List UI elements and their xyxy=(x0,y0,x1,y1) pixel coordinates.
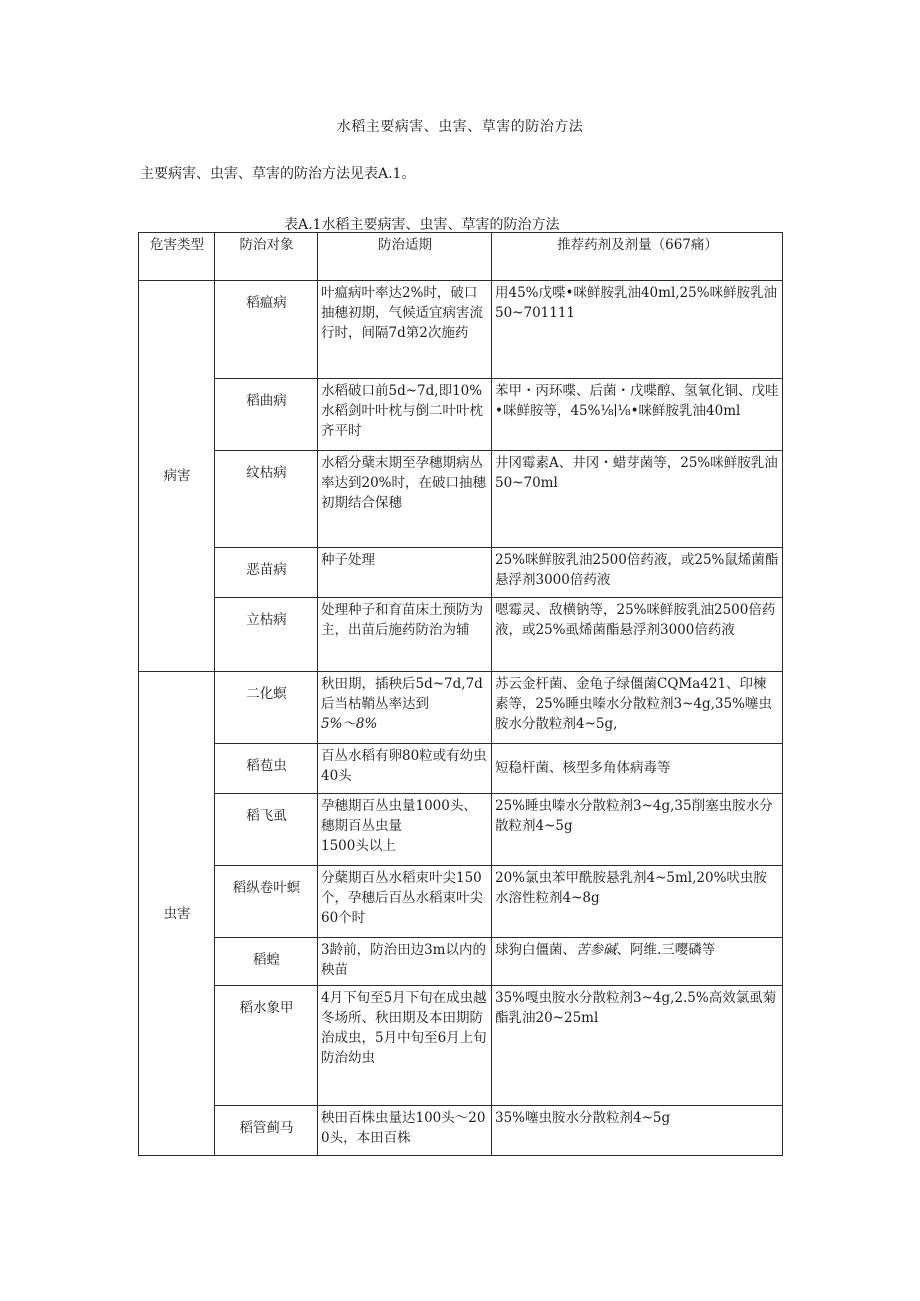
target-cell: 二化螟 xyxy=(215,672,318,744)
target-cell: 稻苞虫 xyxy=(215,744,318,794)
agent-cell: 短稳杆菌、核型多角体病毒等 xyxy=(492,744,783,794)
header-type: 危害类型 xyxy=(139,233,215,281)
table-row xyxy=(139,672,783,744)
target-cell: 纹枯病 xyxy=(215,451,318,548)
table-row xyxy=(139,986,783,1106)
table-row xyxy=(139,938,783,986)
period-cell: 百丛水稻有卵80粒或有幼虫40头 xyxy=(318,744,492,794)
table-row xyxy=(139,548,783,598)
period-cell: 4月下旬至5月下旬在成虫越冬场所、秋田期及本田期防治成虫，5月中旬至6月上旬防治幼虫 xyxy=(318,986,492,1106)
table-row xyxy=(139,744,783,794)
target-cell: 稻纵卷叶螟 xyxy=(215,866,318,938)
document-title: 水稻主要病害、虫害、草害的防治方法 xyxy=(336,119,584,135)
header-period: 防治适期 xyxy=(318,233,492,281)
agent-cell: 嗯霉灵、敌横钠等，25%咪鲜胺乳油2500倍药液，或25%虱烯菌酯悬浮剂3000倍药液 xyxy=(492,598,783,672)
period-cell: 处理种子和育苗床土预防为主，出苗后施药防治为辅 xyxy=(318,598,492,672)
header-target: 防治对象 xyxy=(215,233,318,281)
period-extra-text: 1500头以上 xyxy=(321,838,396,854)
period-italic-text: 5%～8% xyxy=(321,716,378,732)
period-text: 孕穗期百丛虫量1000头、穗期百丛虫量 xyxy=(321,798,477,834)
agent-cell: 苏云金杆菌、金龟子绿僵菌CQMa421、印楝素等，25%睡虫嗪水分散粒剂3~4g,35%噻虫胺水分散粒剂4~5g, xyxy=(492,672,783,744)
period-cell: 种子处理 xyxy=(318,548,492,598)
control-methods-table xyxy=(138,232,783,1156)
table-header-row xyxy=(139,233,783,281)
target-cell: 稻水象甲 xyxy=(215,986,318,1106)
period-cell: 水稻分蘖末期至孕穗期病丛率达到20%时，在破口抽穗初期结合保穗 xyxy=(318,451,492,548)
agent-italic-text: 苦参碱 xyxy=(576,942,617,958)
table-row xyxy=(139,866,783,938)
table-row xyxy=(139,451,783,548)
agent-cell: 20%氯虫苯甲酰胺悬乳剂4~5ml,20%吠虫胺水溶性粒剂4~8g xyxy=(492,866,783,938)
target-cell: 稻瘟病 xyxy=(215,281,318,379)
agent-cell: 用45%戊喋•咪鲜胺乳油40ml,25%咪鲜胺乳油50~701111 xyxy=(492,281,783,379)
agent-cell: 苯甲・丙环喋、后菌・戊喋醇、氢氧化铜、戊哇•咪鲜胺等，45%⅛∣⅛•咪鲜胺乳油40ml xyxy=(492,379,783,451)
agent-cell xyxy=(492,938,783,986)
period-cell xyxy=(318,672,492,744)
period-cell: 秧田百株虫量达100头～200头，本田百株 xyxy=(318,1106,492,1156)
header-agent: 推荐药剂及剂量（667痛） xyxy=(492,233,783,281)
agent-cell: 25%睡虫嗪水分散粒剂3~4g,35削塞虫胺水分散粒剂4~5g xyxy=(492,794,783,866)
intro-paragraph: 主要病害、虫害、草害的防治方法见表A.1。 xyxy=(140,166,416,182)
period-cell: 水稻破口前5d~7d,即10%水稻剑叶叶枕与倒二叶叶枕齐平时 xyxy=(318,379,492,451)
agent-text: 、阿维.三嘤磷等 xyxy=(616,942,716,958)
target-cell: 稻曲病 xyxy=(215,379,318,451)
target-cell: 稻飞虱 xyxy=(215,794,318,866)
period-cell: 分蘖期百丛水稻束叶尖150个，孕穗后百丛水稻束叶尖60个时 xyxy=(318,866,492,938)
table-row xyxy=(139,1106,783,1156)
agent-cell: 井冈霉素A、井冈・蜡芽菌等，25%咪鲜胺乳油50~70ml xyxy=(492,451,783,548)
period-text: 秋田期，插秧后5d~7d,7d后当枯鞘丛率达到 xyxy=(321,676,483,712)
agent-cell: 35%噻虫胺水分散粒剂4~5g xyxy=(492,1106,783,1156)
period-cell: 叶瘟病叶率达2%时，破口抽穗初期，气候适宜病害流行时，间隔7d第2次施药 xyxy=(318,281,492,379)
group-label-pest: 虫害 xyxy=(139,672,215,1156)
target-cell: 稻管蓟马 xyxy=(215,1106,318,1156)
table-row xyxy=(139,281,783,379)
period-cell: 3龄前，防治田边3m以内的秧苗 xyxy=(318,938,492,986)
agent-cell: 25%咪鲜胺乳油2500倍药液，或25%鼠烯菌酯悬浮剂3000倍药液 xyxy=(492,548,783,598)
agent-text: 球狗白僵菌、 xyxy=(495,942,576,958)
table-row xyxy=(139,794,783,866)
table-row xyxy=(139,379,783,451)
period-cell xyxy=(318,794,492,866)
group-label-disease: 病害 xyxy=(139,281,215,672)
table-caption: 表A.1水稻主要病害、虫害、草害的防治方法 xyxy=(284,217,560,233)
target-cell: 稻蝗 xyxy=(215,938,318,986)
table-row xyxy=(139,598,783,672)
target-cell: 立枯病 xyxy=(215,598,318,672)
target-cell: 恶苗病 xyxy=(215,548,318,598)
agent-cell: 35%嘎虫胺水分散粒剂3~4g,2.5%高效氯虱菊酯乳油20~25ml xyxy=(492,986,783,1106)
